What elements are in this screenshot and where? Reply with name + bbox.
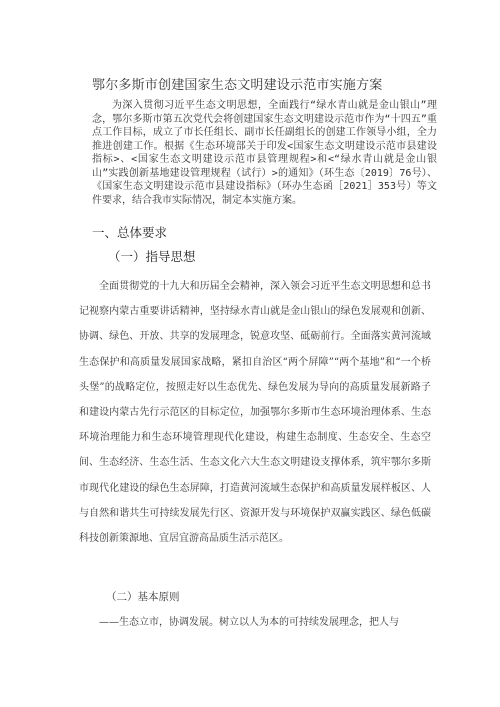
subsection-heading-basic-principles: （二）基本原则	[106, 591, 180, 603]
intro-paragraph: 为深入贯彻习近平生态文明思想，全面践行“绿水青山就是金山银山”理念，鄂尔多斯市第五次党代会将创建国家生态文明建设示范市作为“十四五”重点工作目标，成立了市长任组长、副市长任副组长的创建工作领导小组，全力推进创建工作。根据《生态环境部关于印发<国家生态文明建设示范市县建设指标>、<国家生态文明建设示范市县管理规程>和<“绿水青山就是金山银山”实践创新基地建设管理规程（试行）>的通知》（环生态〔2019〕76号）、《国家生态文明建设示范市县建设指标》（环办生态函［2021］353号）等文件要求，结合我市实际情况，制定本实施方案。	[92, 100, 437, 206]
basic-principles-paragraph: ——生态立市，协调发展。树立以人为本的可持续发展理念，把人与	[99, 617, 399, 628]
guiding-ideology-paragraph: 全面贯彻党的十九大和历届全会精神，深入领会习近平生态文明思想和总书记视察内蒙古重要讲话精神，坚持绿水青山就是金山银山的绿色发展观和创新、协调、绿色、开放、共享的发展理念，锐意攻坚、砥砺前行。全面落实黄河流域生态保护和高质量发展国家战略，紧扣自治区“两个屏障”“两个基地”和“一个桥头堡”的战略定位，按照走好以生态优先、绿色发展为导向的高质量发展新路子和建设内蒙古先行示范区的目标定位，加强鄂尔多斯市生态环境治理体系、生态环境治理能力和生态环境管理现代化建设，构建生态制度、生态安全、生态空间、生态经济、生态生活、生态文化六大生态文明建设支撑体系，筑牢鄂尔多斯市现代化建设的绿色生态屏障，打造黄河流域生态保护和高质量发展样板区、人与自然和谐共生可持续发展先行区、资源开发与环境保护双赢实践区、绿色低碳科技创新策源地、宜居宜游高品质生活示范区。	[79, 281, 431, 545]
subsection-heading-guiding-ideology: （一）指导思想	[108, 249, 196, 264]
document-title: 鄂尔多斯市创建国家生态文明建设示范市实施方案	[92, 78, 383, 93]
section-heading-general-requirements: 一、总体要求	[92, 225, 168, 240]
